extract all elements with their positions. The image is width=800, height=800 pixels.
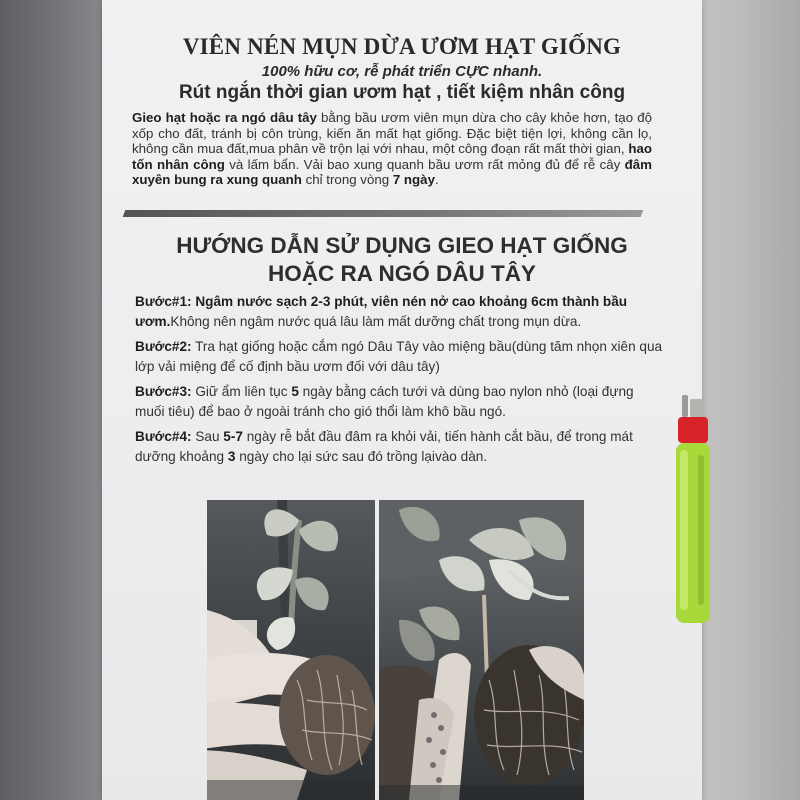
intro-bold-2: hao tốn nhân công — [132, 141, 652, 172]
step-1-label: Bước#1: — [135, 294, 192, 309]
lighter — [670, 395, 716, 625]
step-2-text: Tra hạt giống hoặc cắm ngó Dâu Tây vào miệng bầu(dùng tăm nhọn xiên qua lớp vải miệng để cố định bầu ươm đối với dâu tây) — [135, 339, 663, 374]
intro-text-3: chỉ trong vòng — [301, 172, 393, 187]
step-3-text-a: Giữ ẩm liên tục — [191, 384, 292, 399]
intro-bold-1: Gieo hạt hoặc ra ngó dâu tây — [132, 110, 317, 125]
document-tagline: Rút ngắn thời gian ươm hạt , tiết kiệm nhân công — [178, 82, 626, 103]
step-3-label: Bước#3: — [135, 384, 192, 399]
step-2-label: Bước#2: — [135, 339, 192, 354]
intro-bold-3: đâm xuyên bung ra xung quanh — [132, 156, 652, 187]
step-4-label: Bước#4: — [135, 429, 192, 444]
intro-bold-4: 7 ngày — [392, 172, 435, 187]
step-2 — [135, 337, 665, 377]
step-4-bold: 5-7 — [223, 429, 243, 444]
intro-text-2: và lấm bẩn. Vải bao xung quanh bầu ươm rất mỏng đủ để rễ cây — [224, 156, 625, 172]
step-3 — [135, 382, 665, 422]
intro-text-1: bằng bầu ươm viên mụn dừa cho cây khỏe hơn, tạo độ xốp cho đất, tránh bị côn trùng, kiến ăn mất hạt giống. Đặc biệt tiện lợi, không cần lọ, không cần mua đất,mua phân về trộn lại với nhau, một công đoạn rất mất thời gian, — [132, 110, 652, 156]
step-4-bold-2: 3 — [227, 449, 236, 464]
instructions-heading — [102, 232, 702, 288]
step-4 — [135, 427, 665, 467]
heading-line-2: HOẶC RA NGÓ DÂU TÂY — [268, 261, 536, 286]
heading-line-1: HƯỚNG DẪN SỬ DỤNG GIEO HẠT GIỐNG — [176, 233, 628, 258]
intro-paragraph — [132, 110, 652, 188]
seedling-photo-left — [207, 500, 375, 800]
step-1-bold: Ngâm nước sạch 2-3 phút, viên nén nở cao khoảng 6cm thành bầu ươm. — [135, 294, 628, 329]
step-4-text-b: ngày rễ bắt đầu đâm ra khỏi vải, tiến hành cắt bầu, để trong mát dưỡng khoảng — [135, 429, 633, 464]
intro-text-4: . — [434, 172, 439, 187]
step-1 — [135, 292, 665, 332]
step-3-text-b: ngày bằng cách tưới và dùng bao nylon nhỏ (loại đựng muối tiêu) để bao ở ngoài tránh cho gió thổi làm khô bầu ngó. — [135, 384, 634, 419]
step-4-text-c: ngày cho lại sức sau đó trồng lạivào dàn. — [235, 449, 488, 464]
instruction-sheet — [102, 0, 702, 800]
document-title: VIÊN NÉN MỤN DỪA ƯƠM HẠT GIỐNG — [182, 34, 622, 59]
table-surface-left — [0, 0, 110, 800]
step-1-text: Không nên ngâm nước quá lâu làm mất dưỡng chất trong mụn dừa. — [170, 314, 582, 329]
document-subtitle: 100% hữu cơ, rễ phát triển CỰC nhanh. — [261, 63, 543, 80]
divider-bar — [123, 210, 644, 217]
steps-list — [135, 292, 665, 472]
step-3-bold: 5 — [291, 384, 299, 399]
step-4-text-a: Sau — [191, 429, 224, 444]
seedling-photo-right — [379, 500, 584, 800]
